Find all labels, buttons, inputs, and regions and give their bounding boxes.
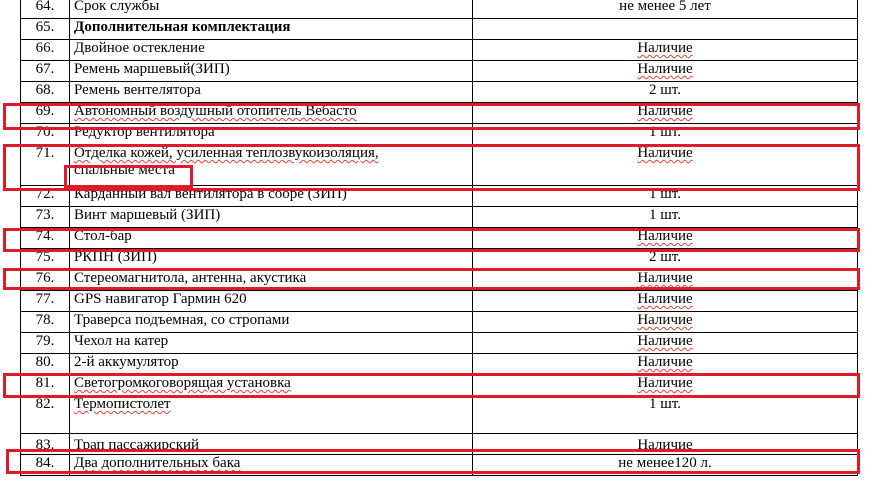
name-text-line2: спальные места (74, 162, 175, 178)
value-text: Наличие (637, 375, 693, 391)
table-row (21, 354, 858, 375)
table-row (21, 61, 858, 82)
row-name: Стереомагнитола, антенна, акустика (70, 270, 473, 291)
row-number: 72. (21, 186, 70, 207)
row-number: 69. (21, 103, 70, 124)
section-heading: Дополнительная комплектация (70, 19, 473, 40)
table-row (21, 291, 858, 312)
row-value (473, 19, 858, 40)
row-name: GPS навигатор Гармин 620 (70, 291, 473, 312)
row-number: 68. (21, 82, 70, 103)
row-number: 70. (21, 124, 70, 145)
row-value (473, 354, 858, 375)
row-name: Карданный вал вентилятора в сооре (ЗИП) (70, 186, 473, 207)
row-number: 84. (21, 455, 70, 476)
row-value: 1 шт. (473, 186, 858, 207)
highlight-box-row-74 (3, 228, 860, 252)
row-name (70, 396, 473, 434)
highlight-box-row-84 (6, 449, 860, 474)
name-text: Два дополнительных бака (74, 455, 241, 471)
table-row (21, 333, 858, 354)
row-number: 64. (21, 0, 70, 19)
value-text: Наличие (637, 291, 693, 307)
row-name: Стол-бар (70, 228, 473, 249)
table-row (21, 40, 858, 61)
row-number: 77. (21, 291, 70, 312)
row-number: 83. (21, 434, 70, 455)
row-value (473, 333, 858, 354)
row-value: 2 шт. (473, 249, 858, 270)
table-row (21, 82, 858, 103)
row-value: не менее 5 лет (473, 0, 858, 19)
row-value: 2 шт. (473, 82, 858, 103)
row-number: 74. (21, 228, 70, 249)
row-number: 79. (21, 333, 70, 354)
row-name: 2-й аккумулятор (70, 354, 473, 375)
row-number: 65. (21, 19, 70, 40)
row-value (473, 312, 858, 333)
row-number: 76. (21, 270, 70, 291)
row-number: 66. (21, 40, 70, 61)
highlight-box-sleeping-places (64, 165, 193, 188)
table-row (21, 0, 858, 19)
row-number: 71. (21, 145, 70, 186)
row-value: 1 шт. (473, 124, 858, 145)
value-text: Наличие (637, 103, 693, 119)
row-value (473, 61, 858, 82)
table-row (21, 396, 858, 434)
row-value: Наличие (473, 434, 858, 455)
name-text: Светогромкоговорящая установка (74, 375, 291, 391)
row-name: Двойное остекление (70, 40, 473, 61)
row-value: 1 шт. (473, 207, 858, 228)
row-number: 82. (21, 396, 70, 434)
value-text: Наличие (637, 61, 693, 77)
row-name: Трап пассажирский (70, 434, 473, 455)
value-text: Наличие (637, 354, 693, 370)
row-number: 67. (21, 61, 70, 82)
row-name: Редуктор вентилятора (70, 124, 473, 145)
value-text: Наличие (637, 228, 693, 244)
value-text: Наличие (637, 333, 693, 349)
value-text: Наличие (637, 145, 693, 161)
row-name: Чехол на катер (70, 333, 473, 354)
row-name: Винт маршевый (ЗИП) (70, 207, 473, 228)
table-row (21, 19, 858, 40)
row-name: Траверса подъемная, со стропами (70, 312, 473, 333)
value-text: Наличие (637, 312, 693, 328)
table-row (21, 312, 858, 333)
row-number: 73. (21, 207, 70, 228)
row-value: 1 шт. (473, 396, 858, 434)
row-number: 75. (21, 249, 70, 270)
value-text: Наличие (637, 40, 693, 56)
row-number: 81. (21, 375, 70, 396)
row-name: РКПН (ЗИП) (70, 249, 473, 270)
row-number: 78. (21, 312, 70, 333)
highlight-box-row-69 (3, 103, 860, 130)
name-text: Автономный воздушный отопитель Вебасто (74, 103, 357, 119)
name-text: Термопистолет (74, 396, 171, 412)
row-number: 80. (21, 354, 70, 375)
row-value (473, 40, 858, 61)
value-text: Наличие (637, 270, 693, 286)
name-text: Отделка кожей, усиленная теплозвукоизоляция, (74, 145, 379, 161)
table-row (21, 207, 858, 228)
row-name: Ремень вентелятора (70, 82, 473, 103)
row-name: Ремень маршевый(ЗИП) (70, 61, 473, 82)
highlight-box-row-76 (3, 268, 860, 290)
highlight-box-row-81 (3, 373, 860, 398)
row-name: Срок службы (70, 0, 473, 19)
row-value (473, 291, 858, 312)
row-value: не менее120 л. (473, 455, 858, 476)
